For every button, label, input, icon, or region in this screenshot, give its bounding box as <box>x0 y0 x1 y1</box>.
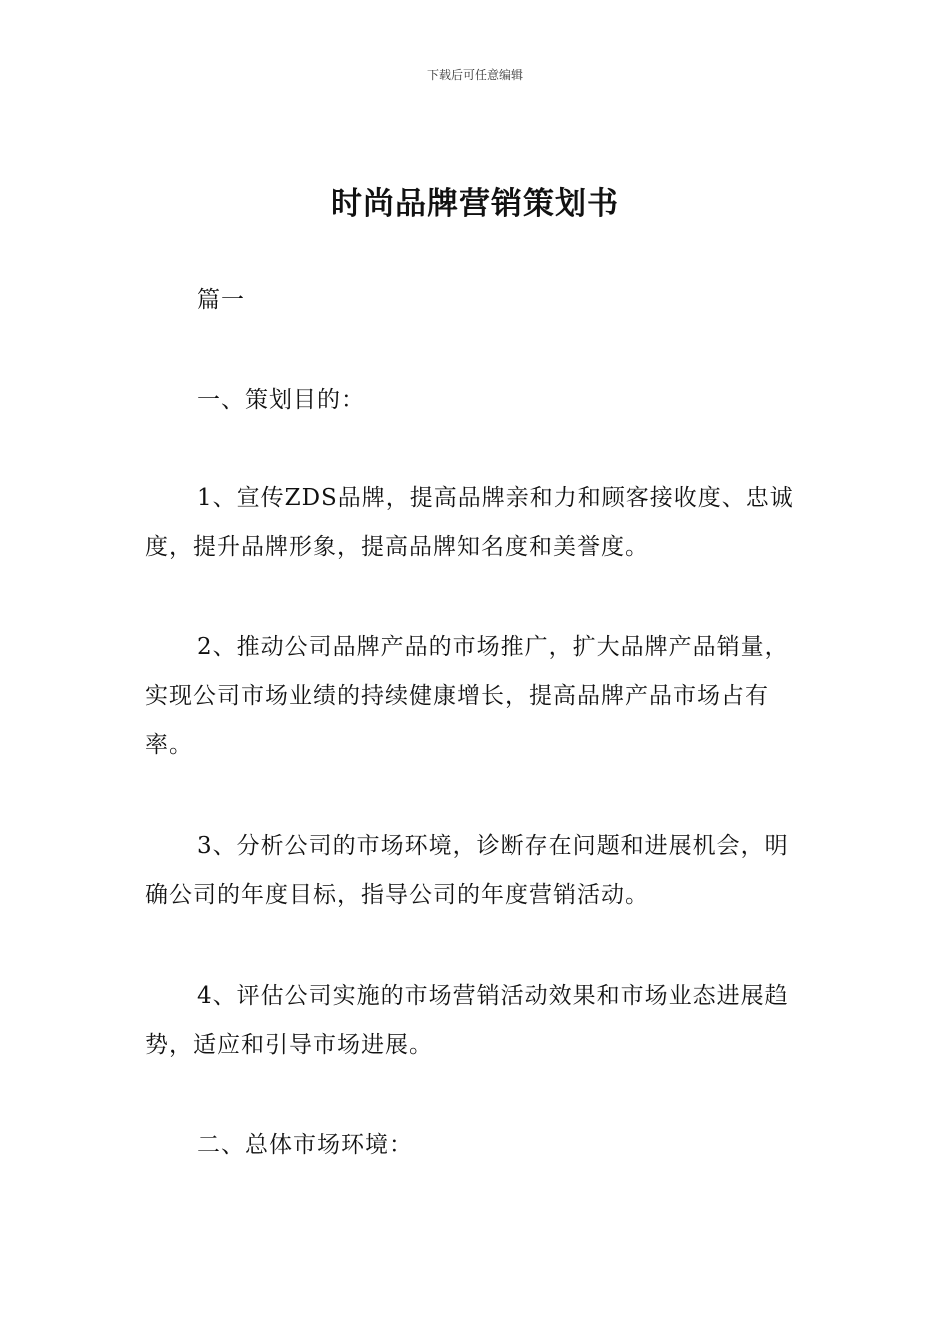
paragraph-item-2: 2、推动公司品牌产品的市场推广，扩大品牌产品销量，实现公司市场业绩的持续健康增长，提高品牌产品市场占有率。 <box>145 634 789 758</box>
paragraph-item-1: 1、宣传ZDS品牌，提高品牌亲和力和顾客接收度、忠诚度，提升品牌形象，提高品牌知名度和美誉度。 <box>145 485 794 560</box>
document-title: 时尚品牌营销策划书 <box>331 186 619 222</box>
header-note: 下载后可任意编辑 <box>426 68 523 82</box>
paragraph-item-3: 3、分析公司的市场环境，诊断存在问题和进展机会，明确公司的年度目标，指导公司的年度营销活动。 <box>145 833 789 908</box>
heading-purpose: 一、策划目的： <box>197 387 365 413</box>
section-label: 篇一 <box>197 287 245 313</box>
heading-market-environment: 二、总体市场环境： <box>197 1132 413 1158</box>
paragraph-item-4: 4、评估公司实施的市场营销活动效果和市场业态进展趋势，适应和引导市场进展。 <box>145 983 789 1058</box>
